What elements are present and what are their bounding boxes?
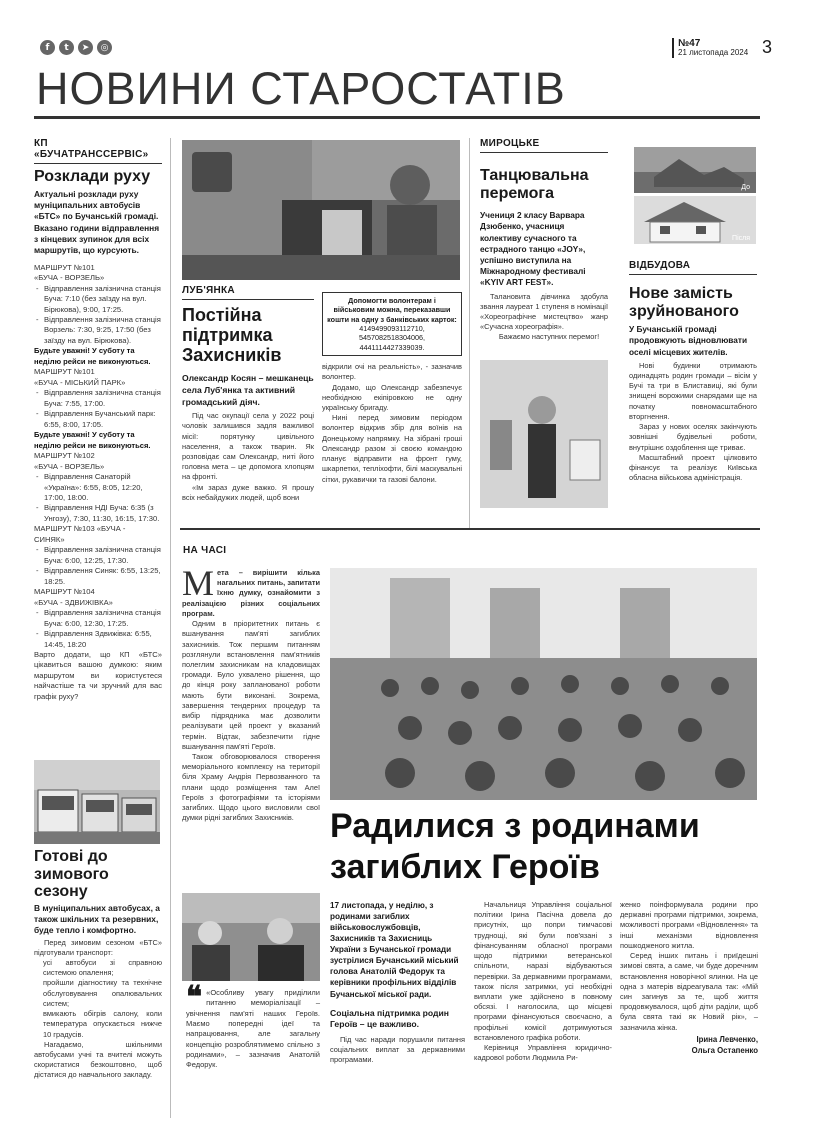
section-label: ЛУБ'ЯНКА — [182, 285, 235, 296]
winter-article — [34, 848, 162, 1081]
article-body — [474, 900, 612, 1064]
issue-info — [672, 38, 748, 58]
article-lead: Актуальні розклади руху муніципальних автобусів «БТС» по Бучанській громаді. Вказано години відправлення з кінцевих зупинок для всіх маршрутів, що курсують. — [34, 188, 160, 256]
paragraph: Керівниця Управління юридично-кадрової роботи Людмила Ри- — [474, 1043, 612, 1063]
paragraph: ета – вирішити кілька нагальних питань, запитати їхню думку, ознайомити з реалізацією різних соціальних програм. — [182, 568, 320, 618]
route-item: - Відправлення залізнична станція Буча: 6:00, 12:25, 17:30. — [44, 545, 162, 566]
page-title: НОВИНИ СТАРОСТАТІВ — [36, 63, 566, 114]
main-headline: Радилися з родинами загиблих Героїв — [330, 807, 700, 887]
route-name: «БУЧА - ВОРЗЕЛЬ» — [34, 461, 105, 471]
volunteer-photo — [182, 140, 460, 280]
before-label: До — [741, 184, 750, 191]
article-footer: Варто додати, що КП «БТС» цікавиться вашою думкою: яким маршрутом ви користуєтеся найчастіше та чи зручний для вас графік руху? — [34, 650, 162, 701]
article-title: Розклади руху — [34, 168, 151, 185]
route-item: - Відправлення залізнична станція Ворзель: 7:30, 9:25, 17:50 (без заїзду на вул. Бірюкова). — [44, 315, 162, 346]
twitter-icon[interactable]: t — [59, 40, 74, 55]
route-item: - Відправлення залізнична станція Буча: 7:55, 17:00. — [44, 388, 162, 409]
article-body — [182, 563, 320, 823]
article-title: Готові до зимового сезону — [34, 848, 109, 901]
article-body — [629, 361, 757, 484]
card-numbers: 4149499093112710, 5457082518304006, 4441114427339039. — [359, 324, 425, 352]
list-item: пройшли діагностику та технічне обслуговування опалювальних систем; — [43, 978, 162, 1008]
nachasi-col4 — [620, 900, 758, 1057]
article-lead: Учениця 2 класу Варвара Дзюбенко, учасниця колективу сучасного та естрадного танцю «JOY», успішно виступила на Міжнародному фестивалі «KYIV ART FEST». — [480, 210, 586, 288]
route-heading: МАРШРУТ №101 — [34, 367, 95, 377]
social-icons — [40, 40, 112, 55]
article-title: Постійна підтримка Захисників — [182, 305, 282, 365]
paragraph: Серед інших питань і приїдешні зимові свята, а саме, чи буде доречним встановлення новорічної ялинки. На це одна з матерів відреагувала так: «Мій син загинув за те, щоб життя продовжувалося, щоб діти раділи, щоб була свята такі як Новий рік», – зазначила жінка. — [620, 951, 758, 1032]
article-body — [34, 938, 162, 1081]
paragraph: Талановита дівчинка здобула звання лауреат 1 ступеня в номінації «Хореографічне мистецтво» жанр «Сучасна хореографія». — [480, 291, 608, 332]
paragraph: Перед зимовим сезоном «БТС» підготували транспорт: — [34, 937, 162, 957]
volunteer-illustration — [182, 140, 460, 280]
article-lead: 17 листопада, у неділю, з родинами загиблих військовослужбовців, Захисників та Захисниць України з Бучанської громади зустрілися Бучанський міський голова Анатолій Федорук та керівники профільних відділів Бучанської міської ради. — [330, 901, 459, 999]
route-item: - Відправлення Санаторій «Україна»: 6:55, 8:05, 12:20, 17:00, 18:00. — [44, 472, 162, 503]
list-item: вмикають обігрів салону, коли температура опускається нижче 10 градусів. — [43, 1009, 162, 1039]
section-label: КП «БУЧАТРАНССЕРВІС» — [34, 138, 149, 160]
article-lead: У Бучанській громаді продовжують відновлювати оселі місцевих жителів. — [629, 324, 748, 357]
route-item: - Відправлення Здвижівка: 6:55, 14:45, 18:20 — [44, 629, 162, 650]
paragraph: Нові будинки отримають одинадцять родин громади – вісім у Бучі та три в Блиставиці, які були знищені ворожими снарядами ще на початку повномасштабного вторгнення. — [629, 360, 757, 421]
route-name: «БУЧА - МІСЬКИЙ ПАРК» — [34, 377, 126, 387]
paragraph: Також обговорювалося створення меморіального комплексу на території біля Храму Андрія Первозванного та плани щодо розміщення там Алеї Героїв з фотографіями та історіями загиблих. Щодо цього висловили свої думки рідні загиблих Захисників. — [182, 751, 320, 823]
section-label: ВІДБУДОВА — [629, 260, 691, 271]
issue-date: 21 листопада 2024 — [678, 48, 749, 57]
route-note: Будьте уважні! У суботу та неділю рейси не виконуються. — [34, 346, 151, 366]
issue-number: №47 — [678, 38, 701, 49]
lubyanka-col2 — [322, 292, 462, 485]
vidbudova-article — [629, 260, 757, 483]
route-heading: МАРШРУТ №102 — [34, 451, 95, 461]
route-name: СИНЯК» — [34, 534, 65, 544]
section-label: НА ЧАСІ — [183, 545, 227, 556]
route-item: - Відправлення НДІ Буча: 6:35 (з Унгозу), 7:30, 11:30, 16:15, 17:30. — [44, 503, 162, 524]
column-rule — [469, 138, 470, 528]
telegram-icon[interactable]: ➤ — [78, 40, 93, 55]
route-item: - Відправлення Бучанський парк: 6:55, 8:00, 17:05. — [44, 409, 162, 430]
routes-list — [34, 263, 162, 703]
paragraph: Під час наради порушили питання соціальних виплат за державними програмами. — [330, 1034, 465, 1065]
article-lead: В муніципальних автобусах, а також шкільних та резервних, буде тепло і комфортно. — [34, 902, 160, 935]
section-label: МИРОЦЬКЕ — [480, 138, 540, 149]
signature — [620, 1035, 758, 1057]
mirotske-article — [480, 138, 608, 343]
quote-text: «Особливу увагу приділили питанню меморіалізації – увічнення пам'яті наших Героїв. Маємо попередні ідеї та напрацювання, але загальну концепцію розроблятимемо спільно з родинами», – зазначив Анатолій Федорук. — [186, 988, 320, 1070]
facebook-icon[interactable]: f — [40, 40, 55, 55]
article-title: Танцювальна перемога — [480, 167, 589, 202]
article-lead: Олександр Косян – мешканець села Луб'янка та активний громадський діяч. — [182, 373, 314, 407]
article-body — [330, 1035, 465, 1066]
author-name: Ольга Остапенко — [691, 1045, 758, 1055]
divider — [629, 274, 757, 275]
lubyanka-article — [182, 285, 314, 503]
article-title: Нове замість зруйнованого — [629, 285, 739, 320]
quote-icon: ❝ — [186, 981, 203, 1014]
route-item: - Відправлення Синяк: 6:55, 13:25, 18:25. — [44, 566, 162, 587]
paragraph: Додамо, що Олександр забезпечує необхідною екіпіровкою не одну українську бригаду. — [322, 382, 462, 413]
paragraph: Одним в пріоритетних питань є вшанування пам'яті загиблих захисників. Тож першим питанням розглянули встановлення пам'ятників полеглим захисникам на кладовищах громади. Було ухвалено рішення, що до кінця року запланованої роботи мають бути виконані. Зокрема, завершення тендерних процедур та вибір підрядника має дозволити реалізувати цей проект у вказаний термін. Відтак, забезпечити гідне вшанування пам'яті Героїв. — [182, 619, 320, 751]
article-body — [480, 292, 608, 343]
officials-photo — [182, 893, 320, 981]
paragraph: Бажаємо наступних перемог! — [498, 332, 600, 342]
after-label: Після — [732, 235, 750, 242]
paragraph: Зараз у нових оселях закінчують зовнішні будівельні роботи, внутрішнє оздоблення ще триває. — [629, 422, 757, 452]
divider — [182, 299, 314, 300]
paragraph: Масштабний проект цілковито фінансує та реалізує Київська обласна військова адміністрація. — [629, 452, 757, 483]
route-heading: МАРШРУТ №103 «БУЧА - — [34, 524, 126, 534]
officials-illustration — [182, 893, 320, 981]
quote-block — [186, 981, 320, 1071]
dancer-photo — [480, 360, 608, 508]
dancer-illustration — [480, 360, 608, 508]
route-note: Будьте уважні! У суботу та неділю рейси не виконуються. — [34, 430, 151, 450]
meeting-photo — [330, 568, 757, 800]
route-name: «БУЧА - ЗДВИЖІВКА» — [34, 597, 113, 607]
paragraph: Нині перед зимовим періодом волонтер відкрив збір для воїнів на Донецькому напрямку. На зібрані гроші Олександр разом зі своєю командою планує відправити на фронт гуму, шкарпетки, тепліхофти, білі маскувальні сітки, рукавички та газові балони. — [322, 413, 462, 484]
buses-photo — [34, 760, 160, 844]
divider — [480, 152, 608, 153]
page-number: 3 — [762, 37, 773, 57]
paragraph: Нагадаємо, шкільними автобусами учні та вчителі можуть скористатися безкоштовно, щоб дістатися до навчального закладу. — [34, 1039, 162, 1080]
route-heading: МАРШРУТ №101 — [34, 262, 95, 272]
nachasi-col3 — [474, 900, 612, 1064]
article-body — [182, 411, 314, 503]
subheading: Соціальна підтримка родин Героїв – це важливо. — [330, 1007, 449, 1030]
section-rule — [180, 528, 760, 530]
article-body — [620, 900, 758, 1033]
paragraph: «Ім зараз дуже важко. Я прошу всіх небайдужих людей, щоб вони — [182, 482, 314, 502]
nachasi-col1 — [182, 563, 320, 823]
paragraph: Під час окупації села у 2022 році чоловік залишився задля важливої місії: порятунку цивільного населення, а також тварин. Як розповідає сам Олександр, ниті його головна мета – це допомога хлопцям на фронті. — [182, 411, 314, 482]
article-body — [322, 362, 462, 485]
route-name: «БУЧА - ВОРЗЕЛЬ» — [34, 273, 105, 283]
paragraph: відкрили очі на реальність», - зазначив волонтер. — [322, 362, 462, 382]
divider — [34, 163, 162, 164]
bts-article — [34, 138, 162, 702]
paragraph: женко поінформувала родини про державні програми підтримки, зокрема, можливості програми «Відновлення» та інші механізми відновлення пошкодженого житла. — [620, 900, 758, 950]
paragraph: Начальниця Управління соціальної політики Ірина Пасічна довела до присутніх, що попри тимчасові труднощі, які були пов'язані з фінансуванням обласної програми щодо підтримки ветеранської спільноти, наразі відбуваються перевірки. За державними програмами, також після затримки, усі необхідні виплати уже здійснено в повному обсязі. І наголосила, що місцеві програми фінансуються своєчасно, а профільні комісії дотримуються встановленого графіка роботи. — [474, 900, 612, 1042]
buses-illustration — [34, 760, 160, 844]
drop-cap: М — [182, 563, 215, 603]
instagram-icon[interactable]: ◎ — [97, 40, 112, 55]
house-before-photo — [634, 147, 756, 193]
house-before-illustration — [634, 147, 756, 193]
column-rule — [170, 138, 171, 1118]
author-name: Ірина Левченко, — [696, 1034, 758, 1044]
meeting-illustration — [330, 568, 757, 800]
donation-text: Допомогти волонтерам і військовим можна, переказавши кошти на одну з банківських карток: — [327, 296, 457, 324]
nachasi-col2 — [330, 900, 465, 1065]
route-item: - Відправлення залізнична станція Буча: 7:10 (без заїзду на вул. Бірюкова), 9:00, 17:25. — [44, 284, 162, 315]
list-item: усі автобуси зі справною системою опалення; — [43, 957, 162, 978]
masthead-rule — [34, 116, 760, 119]
route-heading: МАРШРУТ №104 — [34, 587, 95, 597]
house-after-photo — [634, 196, 756, 244]
donation-box — [322, 292, 462, 356]
route-item: - Відправлення залізнична станція Буча: 6:00, 12:30, 17:25. — [44, 608, 162, 629]
